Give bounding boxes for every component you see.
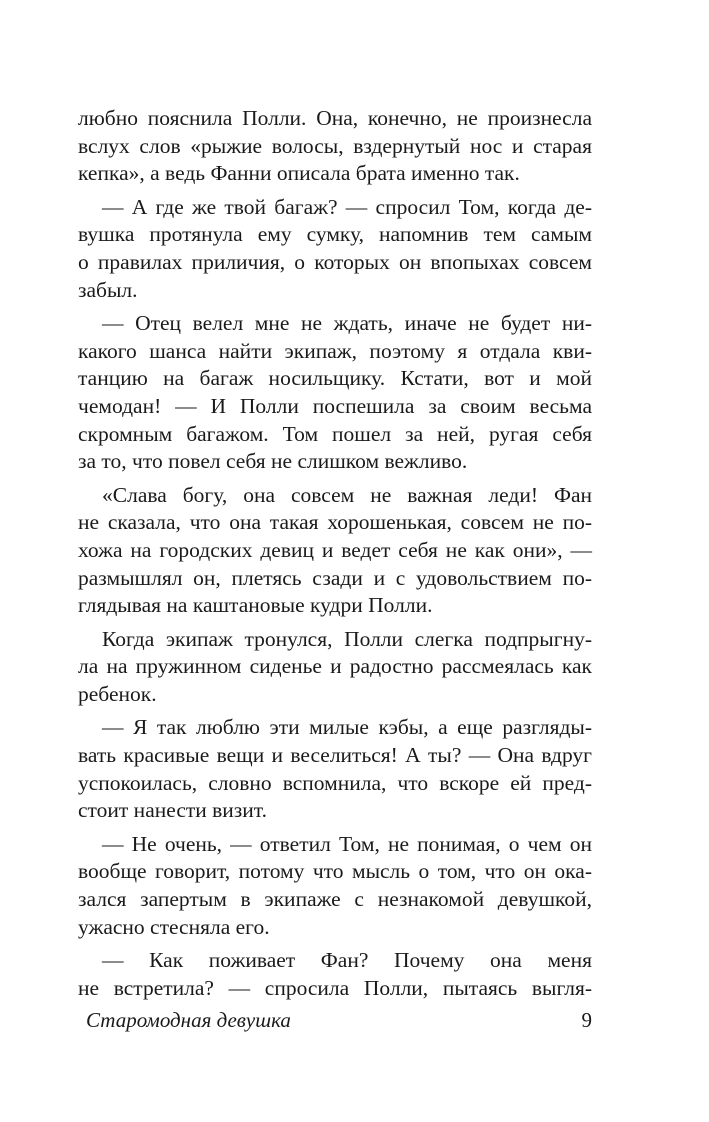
text-line: — Я так люблю эти милые кэбы, а еще разгляды- bbox=[102, 715, 592, 740]
text-line: любно пояснила Полли. Она, конечно, не произнесла bbox=[78, 106, 592, 130]
text-line: — Как поживает Фан? Почему она меня bbox=[102, 948, 592, 973]
paragraph bbox=[78, 482, 592, 620]
page-number: 9 bbox=[581, 1008, 592, 1032]
paragraph bbox=[78, 626, 592, 709]
text-line: стоит нанести визит. bbox=[78, 798, 267, 823]
text-line: кепка», а ведь Фанни описала брата именно так. bbox=[78, 161, 520, 186]
text-line: вушка протянула ему сумку, напомнив тем самым bbox=[78, 222, 592, 247]
page-footer bbox=[86, 1008, 592, 1038]
text-line: — Отец велел мне не ждать, иначе не будет ни- bbox=[102, 311, 592, 336]
paragraph bbox=[78, 105, 592, 188]
text-line: размышлял он, плетясь сзади и с удовольствием по- bbox=[78, 565, 592, 590]
text-line: не сказала, что она такая хорошенькая, совсем не по- bbox=[78, 510, 592, 535]
text-line: скромным багажом. Том пошел за ней, ругая себя bbox=[78, 421, 592, 446]
text-line: за то, что повел себя не слишком вежливо. bbox=[78, 449, 468, 474]
text-line: вать красивые вещи и веселиться! А ты? — Она вдруг bbox=[78, 743, 592, 768]
text-line: глядывая на каштановые кудри Полли. bbox=[78, 593, 433, 618]
text-line: танцию на багаж носильщику. Кстати, вот и мой bbox=[78, 366, 592, 391]
text-line: чемодан! — И Полли поспешила за своим весьма bbox=[78, 393, 592, 418]
text-line: «Слава богу, она совсем не важная леди! Фан bbox=[102, 482, 592, 507]
text-line: хожа на городских девиц и ведет себя не как они», — bbox=[78, 537, 592, 562]
text-line: — Не очень, — ответил Том, не понимая, о чем он bbox=[102, 831, 592, 856]
running-title: Старомодная девушка bbox=[86, 1008, 291, 1032]
text-line: забыл. bbox=[78, 277, 138, 302]
paragraph bbox=[78, 310, 592, 476]
text-line: успокоилась, словно вспомнила, что вскоре ей пред- bbox=[78, 770, 592, 795]
text-line: не встретила? — спросила Полли, пытаясь выгля- bbox=[78, 975, 592, 1000]
page-body bbox=[78, 105, 592, 1002]
text-line: Когда экипаж тронулся, Полли слегка подпрыгну- bbox=[102, 626, 592, 651]
text-line: вообще говорит, потому что мысль о том, что он ока- bbox=[78, 859, 592, 884]
text-line: вслух слов «рыжие волосы, вздернутый нос и старая bbox=[78, 133, 592, 158]
text-line: ребенок. bbox=[78, 681, 157, 706]
text-line: — А где же твой багаж? — спросил Том, когда де- bbox=[102, 194, 592, 219]
text-line: зался запертым в экипаже с незнакомой девушкой, bbox=[78, 887, 592, 912]
text-line: ла на пружинном сиденье и радостно рассмеялась как bbox=[78, 654, 592, 679]
text-line: ужасно стесняла его. bbox=[78, 914, 270, 939]
paragraph bbox=[78, 947, 592, 1002]
paragraph bbox=[78, 714, 592, 824]
text-line: о правилах приличия, о которых он впопыхах совсем bbox=[78, 249, 592, 274]
text-line: какого шанса найти экипаж, поэтому я отдала кви- bbox=[78, 338, 592, 363]
paragraph bbox=[78, 194, 592, 304]
paragraph bbox=[78, 831, 592, 941]
